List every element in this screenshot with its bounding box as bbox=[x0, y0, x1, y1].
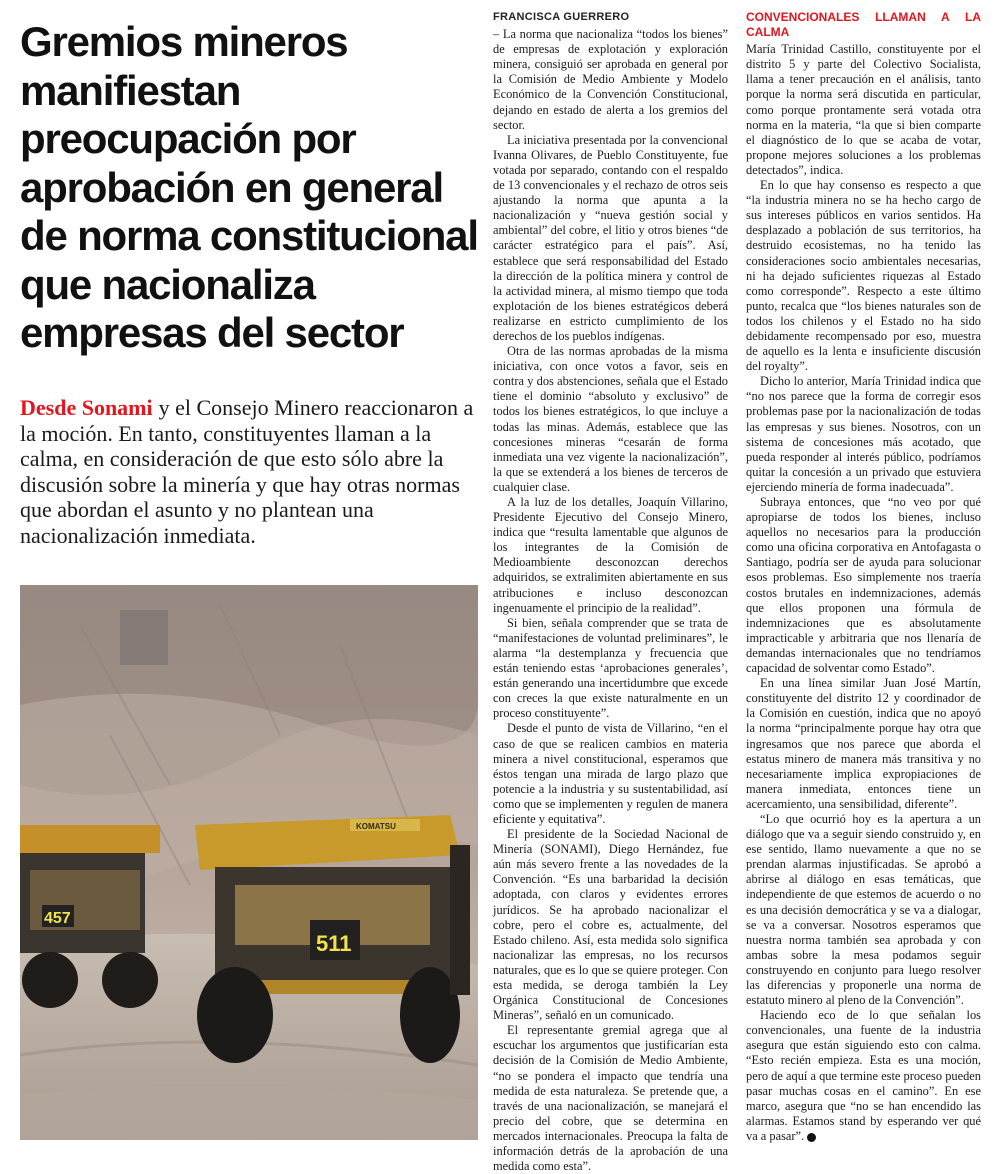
lead-text: y el Consejo Minero reaccionaron a la moción. En tanto, constituyentes llaman a la calma, en consideración de que esto sólo abre la discusión sobre la minería y que hay otras normas que abordan el asunto y no plantean una nacionalización inmediata. bbox=[20, 395, 474, 548]
paragraph: En una línea similar Juan José Martín, constituyente del distrito 12 y coordinador de la Comisión en cuestión, indica que no apoyó la norma “principalmente porque hay otra que ingresamos que nos parece que aborda el estatus minero de manera más transitiva y no necesariamente implica expropiaciones de manera inmediata, entonces tiene un acercamiento, una sensibilidad, diferente”. bbox=[746, 676, 981, 811]
paragraph: Si bien, señala comprender que se trata de “manifestaciones de voluntad preliminares”, le alarma “la destemplanza y frecuencia que están teniendo estas ‘aprobaciones generales’, están generando una incertidumbre que excede con creces la que existe naturalmente en un proceso constituyente”. bbox=[493, 615, 728, 721]
byline: FRANCISCA GUERRERO bbox=[493, 11, 630, 23]
truck-brand-plate: KOMATSU bbox=[356, 822, 396, 831]
section-subhead: CONVENCIONALES LLAMAN A LA CALMA bbox=[746, 10, 981, 40]
column-three bbox=[746, 10, 981, 1144]
paragraph-final-text: Haciendo eco de lo que señalan los convencionales, una fuente de la industria asegura que están siguiendo esto con calma. “Esto recién empieza. Esta es una moción, pero de aquí a que termine este proceso pueden pasar muchas cosas en el camino”. En ese marco, asegura que “no se han encendido las alarmas. Estamos stand by esperando ver qué va a pasar”. bbox=[746, 1008, 981, 1143]
mining-trucks-photo bbox=[20, 585, 478, 1140]
truck-left-number: 457 bbox=[44, 910, 71, 927]
paragraph: “Lo que ocurrió hoy es la apertura a un diálogo que va a seguir siendo construido y, en ese sentido, llamo nuevamente a que no se prendan alarmas injustificadas. Se aprobó a abrirse al diálogo en esas temáticas, que independiente de que estemos de acuerdo o no es una decisión democrática y se va a dialogar, se va a conversar. Nosotros esperamos que nuestra norma también sea aprobada y con ambas sobre la mesa podamos seguir construyendo en conjunto para luego resolver las diferencias y proponerle una norma de estatuto minero al pleno de la Convención”. bbox=[746, 811, 981, 1008]
headline: Gremios mineros manifiestan preocupación por aprobación en general de norma constitucional que nacionaliza empresas del sector bbox=[20, 18, 478, 356]
paragraph: Otra de las normas aprobadas de la misma iniciativa, con once votos a favor, seis en contra y dos abstenciones, señala que el Estado tiene el dominio “absoluto y exclusivo” de todos los bienes estratégicos, lo que incluye a todas las minas. Además, establece que las concesiones mineras “cesarán de forma inmediata una vez vigente la nacionalización”, la que se extenderá a los bienes de terceros de cualquier clase. bbox=[493, 344, 728, 494]
paragraph: A la luz de los detalles, Joaquín Villarino, Presidente Ejecutivo del Consejo Minero, indica que “resulta lamentable que algunos de los integrantes de la Comisión de Medioambiente desconozcan derechos adquiridos, se extralimiten abiertamente en sus atribuciones e incluso desconozcan ingenuamente el principio de la realidad”. bbox=[493, 495, 728, 615]
mining-trucks-illustration bbox=[20, 585, 478, 1140]
paragraph: La iniciativa presentada por la convencional Ivanna Olivares, de Pueblo Constituyente, fue votada por separado, contando con el respaldo de 13 convencionales y el rechazo de otros seis ajustando la norma que apunta a la nacionalización y “nueva gestión social y ambiental” del cobre, el litio y otros bienes “de carácter estratégico para el país”. Así, establece que será responsabilidad del Estado la dirección de la política minera y control de la actividad minera, al mismo tiempo que toda explotación de los bienes estratégicos deberá realizarse en estricto cumplimiento de los derechos de los pueblos indígenas. bbox=[493, 132, 728, 343]
paragraph: El presidente de la Sociedad Nacional de Minería (SONAMI), Diego Hernández, fue aún más severo frente a las novedades de la Convención. “Es una barbaridad la decisión adoptada, con claros y evidentes errores jurídicos. Se ha aprobado nacionalizar el cobre, pero el cobre es, actualmente, del Estado chileno. Así, esta medida solo significa nacionalizar las empresas, no los recursos naturales, que es lo que se quiere proteger. Con esta medida, se deroga también la Ley Orgánica Constitucional de Concesiones Mineras”, señaló en un comunicado. bbox=[493, 827, 728, 1023]
paragraph: – La norma que nacionaliza “todos los bienes” de empresas de explotación y exploración minera, consiguió ser aprobada en general por la Comisión de Medio Ambiente y Modelo Económico de la Convención Constitucional, dejando en estado de alerta a los gremios del sector. bbox=[493, 27, 728, 132]
paragraph: Subraya entonces, que “no veo por qué apropiarse de todos los bienes, incluso aquellos no necesarios para la producción como una oficina corporativa en Antofagasta o Santiago, podría ser de ayuda para solucionar esos problemas. Eso simplemente nos traería costos brutales en indemnizaciones, además que ellos proponen una fórmula de indemnizaciones que es absolutamente impracticable y arbitraria que nos llenaría de demandas internacionales que no tendríamos capacidad de solventar como Estado”. bbox=[746, 495, 981, 676]
paragraph: Dicho lo anterior, María Trinidad indica que “no nos parece que la forma de corregir esos problemas pase por la nacionalización de todas las empresas y sus bienes. Nosotros, con un sistema de concesiones más acotado, que pueda responder al interés público, podríamos quitar la concesión a un privado que estuviera ejerciendo minería de forma inadecuada”. bbox=[746, 374, 981, 494]
lead-kicker: Desde Sonami bbox=[20, 395, 153, 420]
lead-paragraph bbox=[20, 395, 480, 549]
paragraph: María Trinidad Castillo, constituyente por el distrito 5 y parte del Colectivo Socialista, llama a tener precaución en el análisis, tanto porque la norma será discutida en particular, como porque prontamente será votada otra norma en la materia, “la que si bien comparte el diagnóstico de lo que se acaba de votar, propone mejores soluciones a los problemas detectados”, indica. bbox=[746, 42, 981, 177]
paragraph: En lo que hay consenso es respecto a que “la industria minera no se ha hecho cargo de sus intereses públicos en varios sentidos. Ha desplazado a población de sus territorios, ha destruido ecosistemas, no ha tenido las consideraciones socio ambientales necesarias, ni ha dejado suficientes riquezas al Estado como corresponde”. Respecto a este último punto, recalca que “los bienes naturales son de todos los chilenos y el Estado no ha sido debidamente recompensado por eso, muestra de aquello es la lenta e insuficiente discusión del royalty”. bbox=[746, 178, 981, 374]
paragraph-final bbox=[746, 1008, 981, 1144]
truck-right-number: 511 bbox=[316, 931, 352, 956]
paragraph: El representante gremial agrega que al escuchar los argumentos que justificarían esta decisión de la Comisión de Medio Ambiente, “no se pondera el impacto que tendría una medida de esta naturaleza. Se pretende que, a través de una nacionalización, se manejará el precio del cobre, que se determina en mercados internacionales. Preocupa la falta de información detrás de la aprobación de una medida como esta”. bbox=[493, 1023, 728, 1174]
column-two bbox=[493, 10, 728, 1174]
paragraph: Desde el punto de vista de Villarino, “en el caso de que se realicen cambios en materia minera a nivel constitucional, esperamos que éstos tengan una mirada de largo plazo que potencie a la industria y su sustentabilidad, así como que se implementen y regulen de manera eficiente y equitativa”. bbox=[493, 721, 728, 826]
end-of-article-icon bbox=[807, 1133, 816, 1142]
